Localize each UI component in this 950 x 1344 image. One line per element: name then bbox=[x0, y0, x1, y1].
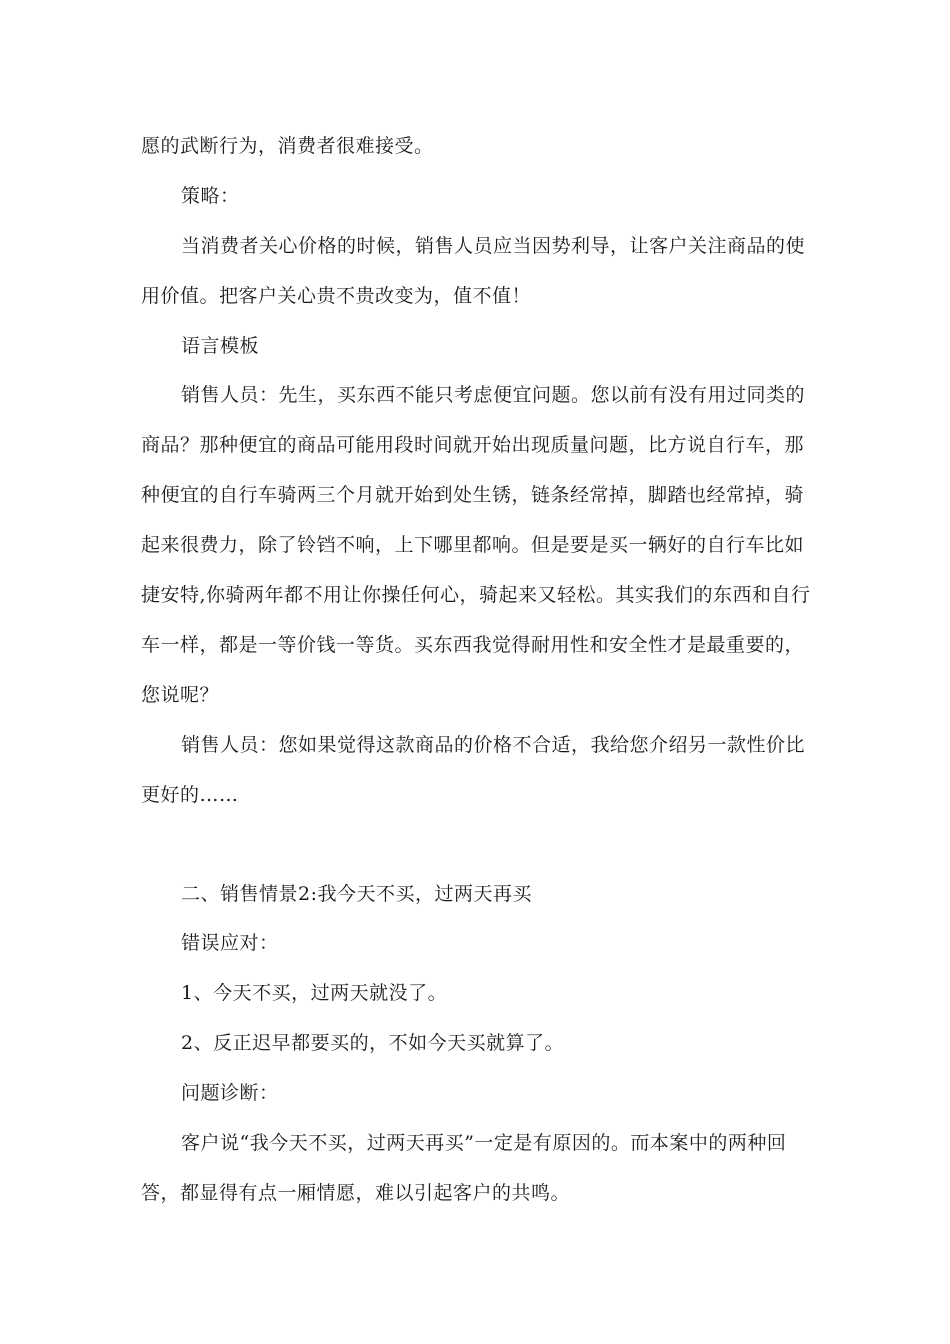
paragraph-line: 愿的武断行为，消费者很难接受。 bbox=[141, 135, 434, 157]
section-label-wrong-response: 错误应对： bbox=[181, 932, 279, 954]
paragraph-line: 种便宜的自行车骑两三个月就开始到处生锈，链条经常掉，脚踏也经常掉，骑 bbox=[141, 484, 805, 506]
paragraph-line: 更好的…… bbox=[141, 784, 239, 806]
list-item: 1、今天不买，过两天就没了。 bbox=[181, 982, 448, 1004]
paragraph-line: 当消费者关心价格的时候，销售人员应当因势利导，让客户关注商品的使 bbox=[181, 235, 806, 257]
paragraph-line: 车一样，都是一等价钱一等货。买东西我觉得耐用性和安全性才是最重要的， bbox=[141, 634, 805, 656]
section-label-language-template: 语言模板 bbox=[181, 335, 260, 357]
section-label-strategy: 策略： bbox=[181, 185, 240, 207]
paragraph-line: 商品？那种便宜的商品可能用段时间就开始出现质量问题，比方说自行车，那 bbox=[141, 434, 805, 456]
paragraph-line: 客户说“我今天不买，过两天再买”一定是有原因的。而本案中的两种回 bbox=[181, 1132, 787, 1154]
paragraph-line: 销售人员：先生，买东西不能只考虑便宜问题。您以前有没有用过同类的 bbox=[181, 384, 806, 406]
paragraph-line: 销售人员：您如果觉得这款商品的价格不合适，我给您介绍另一款性价比 bbox=[181, 734, 806, 756]
paragraph-line: 您说呢？ bbox=[141, 684, 220, 706]
paragraph-line: 捷安特,你骑两年都不用让你操任何心，骑起来又轻松。其实我们的东西和自行 bbox=[141, 584, 811, 606]
paragraph-line: 起来很费力，除了铃铛不响，上下哪里都响。但是要是买一辆好的自行车比如 bbox=[141, 534, 805, 556]
list-item: 2、反正迟早都要买的，不如今天买就算了。 bbox=[181, 1032, 565, 1054]
section-label-diagnosis: 问题诊断： bbox=[181, 1082, 279, 1104]
section-heading: 二、销售情景2:我今天不买，过两天再买 bbox=[181, 883, 532, 905]
paragraph-line: 答，都显得有点一厢情愿，难以引起客户的共鸣。 bbox=[141, 1182, 571, 1204]
paragraph-line: 用价值。把客户关心贵不贵改变为，值不值！ bbox=[141, 285, 532, 307]
